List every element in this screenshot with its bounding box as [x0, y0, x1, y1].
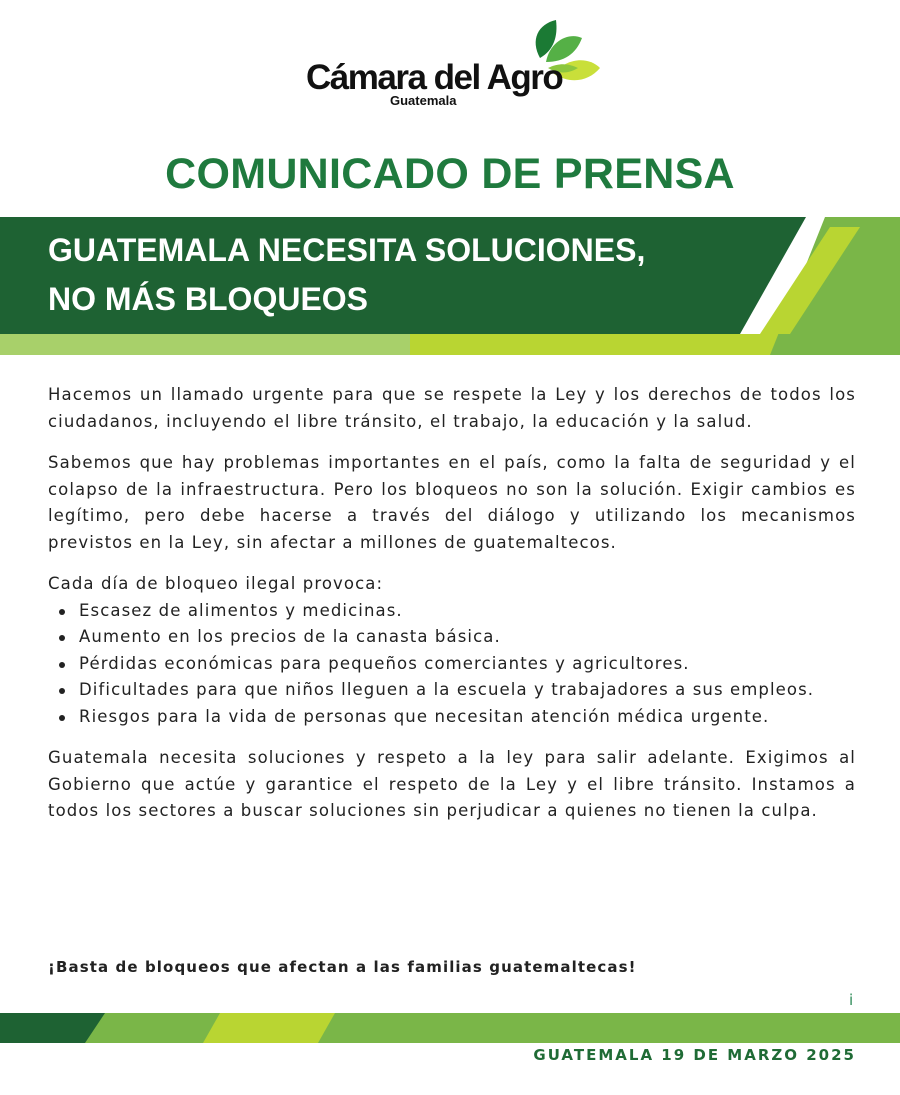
- logo-name: Cámara del Agro: [306, 58, 563, 97]
- headline-line-1: GUATEMALA NECESITA SOLUCIONES,: [48, 232, 646, 268]
- logo-subtitle: Guatemala: [390, 93, 457, 108]
- page-title: COMUNICADO DE PRENSA: [165, 150, 735, 198]
- closing-statement: ¡Basta de bloqueos que afectan a las familias guatemaltecas!: [48, 958, 637, 976]
- release-date: GUATEMALA 19 DE MARZO 2025: [533, 1046, 856, 1064]
- page-mark: i: [849, 991, 854, 1009]
- logo: [300, 18, 610, 108]
- paragraph: Sabemos que hay problemas importantes en el país, como la falta de seguridad y el colapso de la infraestructura. Pero los bloqueos no son la solución. Exigir cambios es legítimo, pero debe hacerse a través del diálogo y utilizando los mecanismos previstos en la Ley, sin afectar a millones de guatemaltecos.: [48, 453, 856, 552]
- list-item: Escasez de alimentos y medicinas.: [48, 598, 856, 625]
- consequences-list: [48, 598, 856, 731]
- final-paragraph: Guatemala necesita soluciones y respeto a la ley para salir adelante. Exigimos al Gobierno que actúe y garantice el respeto de la Ley y el libre tránsito. Instamos a todos los sectores a buscar soluciones sin perjudicar a quienes no tienen la culpa.: [48, 748, 856, 820]
- list-item: Riesgos para la vida de personas que necesitan atención médica urgente.: [48, 704, 856, 731]
- paragraph: Hacemos un llamado urgente para que se respete la Ley y los derechos de todos los ciudadanos, incluyendo el libre tránsito, el trabajo, la educación y la salud.: [48, 385, 856, 431]
- list-item: Aumento en los precios de la canasta básica.: [48, 624, 856, 651]
- list-item: Pérdidas económicas para pequeños comerciantes y agricultores.: [48, 651, 856, 678]
- list-item: Dificultades para que niños lleguen a la escuela y trabajadores a sus empleos.: [48, 677, 856, 704]
- headline-line-2: NO MÁS BLOQUEOS: [48, 281, 369, 317]
- list-intro: Cada día de bloqueo ilegal provoca:: [48, 574, 384, 593]
- footer-band: [0, 1013, 900, 1043]
- press-release-body: [48, 382, 856, 840]
- headline: [48, 226, 788, 324]
